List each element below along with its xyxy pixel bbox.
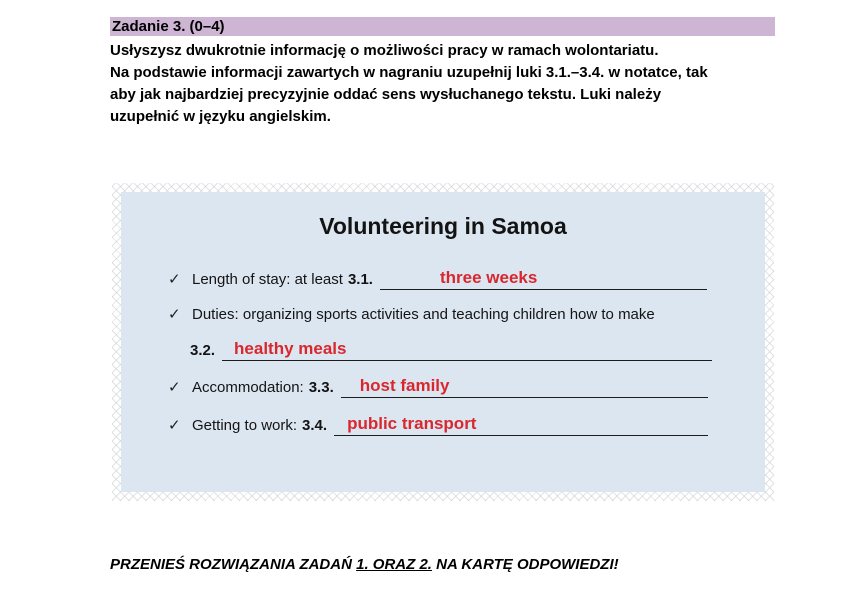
- note-item-3-3: [168, 377, 708, 398]
- task-instructions: [110, 40, 810, 128]
- item-number: 3.2.: [190, 342, 216, 359]
- check-icon: ✓: [168, 306, 181, 323]
- instruction-line: aby jak najbardziej precyzyjnie oddać sens wysłuchanego tekstu. Luki należy: [110, 86, 662, 103]
- answer-text-3-1: three weeks: [439, 268, 538, 287]
- item-label: Duties: organizing sports activities and teaching children how to make: [192, 306, 655, 323]
- note-item-duties: [168, 304, 725, 325]
- check-icon: ✓: [168, 271, 181, 288]
- note-item-3-4: [168, 415, 708, 436]
- note-item-3-2: [190, 340, 712, 361]
- item-number: 3.4.: [302, 417, 328, 434]
- item-label: Accommodation:: [192, 379, 304, 396]
- note-box: [121, 192, 765, 492]
- answer-blank-3-3: [341, 377, 708, 398]
- footer-suffix: NA KARTĘ ODPOWIEDZI!: [431, 556, 619, 573]
- footer-underlined-tasks: 1. ORAZ 2.: [356, 556, 432, 573]
- answer-text-3-4: public transport: [347, 414, 477, 433]
- check-icon: ✓: [168, 379, 181, 396]
- answer-blank-3-4: [334, 415, 708, 436]
- item-number: 3.3.: [308, 379, 334, 396]
- check-icon: ✓: [168, 417, 181, 434]
- answer-text-3-3: host family: [359, 376, 450, 395]
- note-title: Volunteering in Samoa: [319, 213, 567, 239]
- instruction-line: uzupełnić w języku angielskim.: [110, 108, 331, 125]
- task-header-bar: Zadanie 3. (0–4): [110, 17, 775, 36]
- item-label: Getting to work:: [192, 417, 298, 434]
- item-number: 3.1.: [347, 271, 373, 288]
- footer-prefix: PRZENIEŚ ROZWIĄZANIA ZADAŃ: [110, 556, 357, 573]
- note-item-3-1: [168, 269, 707, 290]
- instruction-line: Usłyszysz dwukrotnie informację o możliwości pracy w ramach wolontariatu.: [110, 42, 659, 59]
- answer-text-3-2: healthy meals: [234, 339, 347, 358]
- note-box-frame: [112, 183, 774, 501]
- transfer-answers-note: [110, 556, 619, 573]
- item-label: Length of stay: at least: [192, 271, 343, 288]
- answer-blank-3-1: [380, 269, 707, 290]
- answer-blank-3-2: [222, 340, 712, 361]
- instruction-line: Na podstawie informacji zawartych w nagraniu uzupełnij luki 3.1.–3.4. w notatce, tak: [110, 64, 708, 81]
